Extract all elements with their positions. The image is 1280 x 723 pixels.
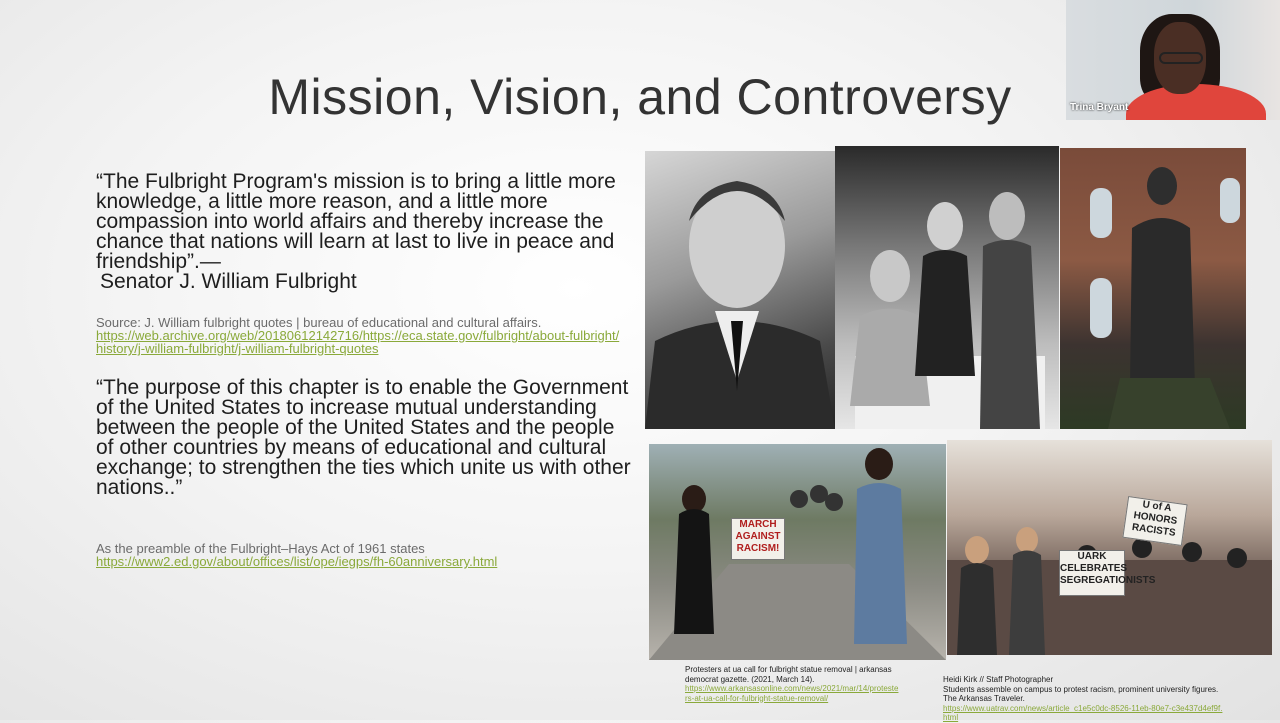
fulbright-portrait-photo (645, 151, 835, 429)
fulbright-quote-text: “The Fulbright Program's mission is to bring a little more knowledge, a little more reason, and a little more compassion into world affairs and thereby increase the chance that nations will learn at last to live in peace and friendship”.— (96, 170, 616, 273)
quote-author: Senator J. William Fulbright (100, 270, 357, 293)
act-source-link[interactable]: https://www2.ed.gov/about/offices/list/ope/iegps/fh-60anniversary.html (96, 554, 498, 569)
caption-right-text: Students assemble on campus to protest racism, prominent university figures. The Arkansas Traveler. (943, 684, 1219, 703)
act-source-text: As the preamble of the Fulbright–Hays Act of 1961 states (96, 541, 425, 556)
march-sign: MARCH AGAINST RACISM! (731, 518, 785, 560)
caption-left-text: Protesters at ua call for fulbright statue removal | arkansas democrat gazette. (2021, March 14). (685, 665, 892, 684)
caption-left-link[interactable]: https://www.arkansasonline.com/news/2021/mar/14/protesters-at-ua-call-for-fulbright-statue-removal/ (685, 684, 899, 703)
caption-right-link[interactable]: https://www.uatrav.com/news/article_c1e5c0dc-8526-11eb-80e7-c3e437d4ef9f.html (943, 703, 1223, 722)
presenter-webcam[interactable] (1066, 0, 1280, 120)
presenter-glasses (1159, 52, 1203, 64)
protest-march-photo (649, 444, 946, 660)
photo-caption-right (943, 675, 1223, 723)
act-quote: “The purpose of this chapter is to enable the Government of the United States to increase mutual understanding between the people of the United States and the people of other countries by means of educational and cultural exchange; to strengthen the ties which unite us with other nations..” (96, 376, 631, 499)
act-source (96, 542, 626, 568)
quote-source-text: Source: J. William fulbright quotes | bureau of educational and cultural affairs. (96, 315, 542, 330)
uark-sign: UARK CELEBRATES SEGREGATIONISTS (1059, 550, 1125, 596)
campus-protest-photo (947, 440, 1272, 655)
honors-sign: U of A HONORS RACISTS (1122, 496, 1187, 546)
fulbright-quote (96, 172, 636, 292)
photo-caption-left (685, 665, 900, 703)
signing-photo (835, 146, 1059, 429)
fulbright-statue-photo (1060, 148, 1246, 429)
caption-right-credit: Heidi Kirk // Staff Photographer (943, 675, 1054, 684)
presenter-name-label: Trina Bryant (1070, 102, 1129, 113)
slide-title: Mission, Vision, and Controversy (268, 69, 1012, 125)
quote-source-link[interactable]: https://web.archive.org/web/20180612142716/https://eca.state.gov/fulbright/about-fulbright/history/j-william-fulbright/j-william-fulbright-quotes (96, 328, 620, 356)
quote-source (96, 316, 626, 355)
